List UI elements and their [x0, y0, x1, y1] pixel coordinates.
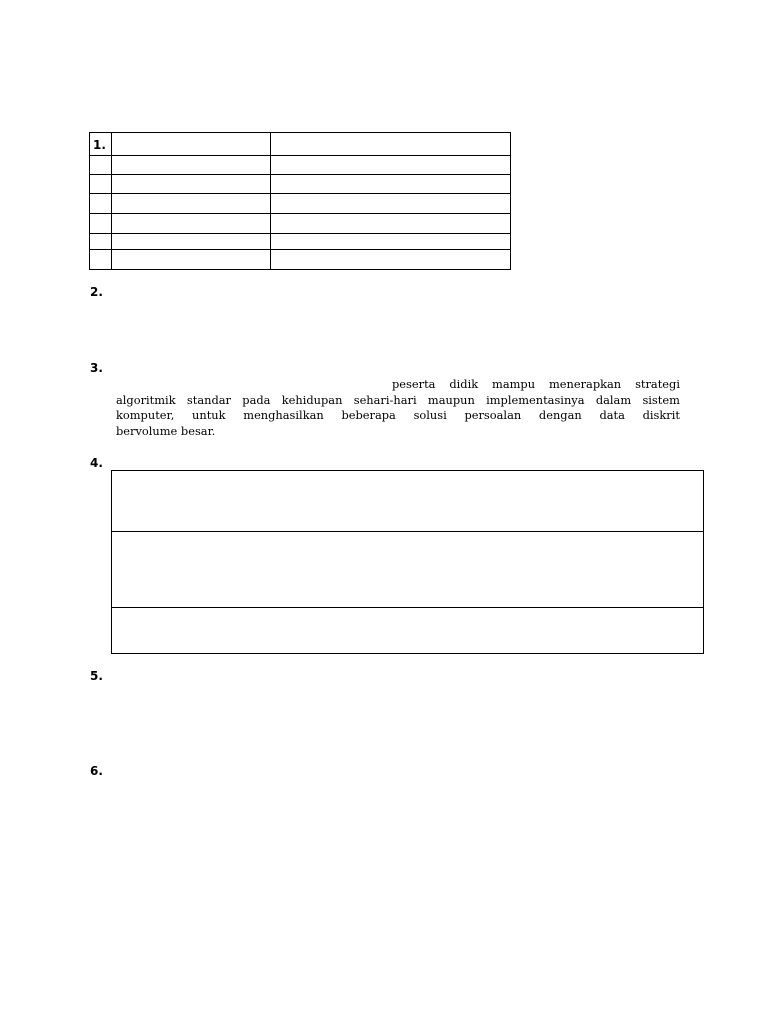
word: sehari-hari	[353, 392, 417, 407]
item-4-number: 4.	[90, 456, 103, 470]
word: untuk	[192, 408, 226, 423]
word: strategi	[635, 377, 680, 391]
word: persoalan	[464, 408, 522, 423]
word: pada	[242, 392, 271, 407]
table-row-divider	[90, 174, 510, 175]
word: implementasinya	[486, 392, 585, 407]
word: komputer,	[116, 408, 175, 423]
paragraph-line-3	[116, 408, 680, 424]
word: dalam	[595, 392, 632, 407]
word: sistem	[642, 392, 680, 407]
word: standar	[186, 392, 231, 407]
word: beberapa	[341, 408, 396, 423]
word: menghasilkan	[243, 408, 324, 423]
word: menerapkan	[548, 377, 622, 391]
word: algoritmik	[116, 392, 176, 407]
item-4-table	[111, 470, 704, 654]
table-row-divider	[90, 193, 510, 194]
item-1-number: 1.	[93, 138, 106, 152]
word: kehidupan	[281, 392, 343, 407]
item-3-paragraph	[116, 377, 680, 439]
word: maupun	[427, 392, 475, 407]
word: diskrit	[642, 408, 680, 423]
word: didik	[449, 377, 479, 391]
table-row-divider	[112, 607, 703, 608]
word: mampu	[492, 377, 536, 391]
table-row-divider	[112, 531, 703, 532]
item-5-number: 5.	[90, 669, 103, 683]
paragraph-line-1	[116, 377, 680, 393]
paragraph-line-4: bervolume besar.	[116, 423, 216, 438]
item-1-table	[89, 132, 511, 270]
table-row-divider	[90, 233, 510, 234]
table-row-divider	[90, 249, 510, 250]
word: peserta	[392, 377, 436, 391]
table-row-divider	[90, 155, 510, 156]
item-3-number: 3.	[90, 361, 103, 375]
word: dengan	[538, 408, 582, 423]
table-row-divider	[90, 213, 510, 214]
item-6-number: 6.	[90, 764, 103, 778]
item-2-number: 2.	[90, 285, 103, 299]
word: solusi	[413, 408, 447, 423]
word: data	[599, 408, 625, 423]
paragraph-line-2	[116, 393, 680, 409]
